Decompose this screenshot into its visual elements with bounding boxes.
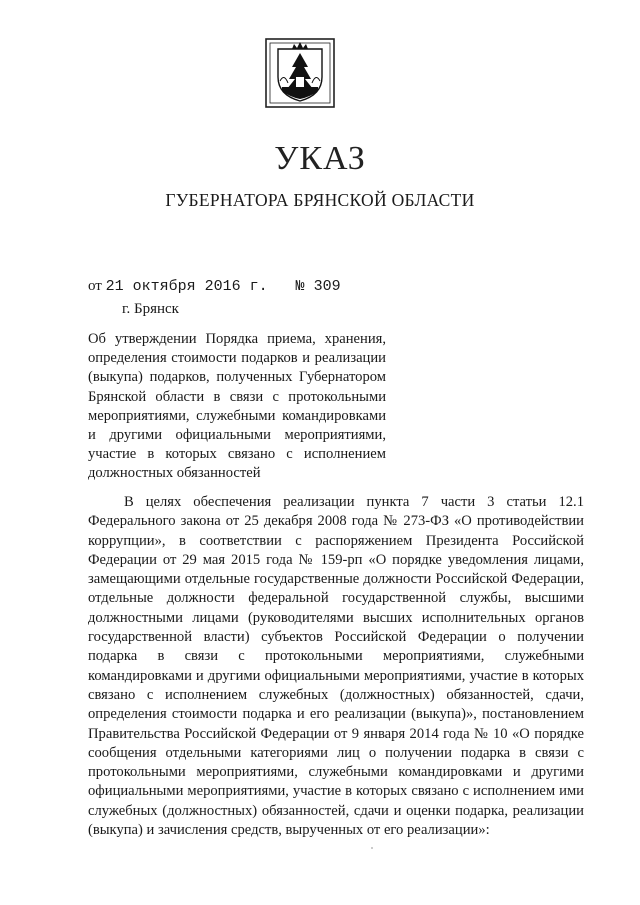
scan-speck xyxy=(371,847,373,849)
document-city: г. Брянск xyxy=(122,301,179,317)
document-title: УКАЗ xyxy=(274,140,366,177)
date-number-line xyxy=(88,278,341,295)
document-number: № 309 xyxy=(295,278,341,295)
bryansk-coat-of-arms-icon xyxy=(264,37,336,109)
document-subject: Об утверждении Порядка приема, хранения, определения стоимости подарков и реализации (выкупа) подарков, полученных Губернатором Брянской области в связи с протокольными мероприятиями, служебными командировками и другими официальными мероприятиями, участие в которых связано с исполнением должностных обязанностей xyxy=(88,331,386,482)
document-date: 21 октября 2016 г. xyxy=(105,278,268,295)
document-subtitle: ГУБЕРНАТОРА БРЯНСКОЙ ОБЛАСТИ xyxy=(165,190,475,210)
date-prefix: от xyxy=(88,278,102,294)
document-body-paragraph: В целях обеспечения реализации пункта 7 части 3 статьи 12.1 Федерального закона от 25 декабря 2008 года № 273-ФЗ «О противодействии коррупции», в соответствии с распоряжением Президента Российской Федерации от 29 мая 2015 года № 159-рп «О порядке уведомления лицами, замещающими отдельные государственные должности Российской Федерации, отдельные должности федеральной государственной службы, высшими должностными лицами (руководителями высших исполнительных органов государственной власти) субъектов Российской Федерации о получении подарка в связи с протокольными мероприятиями, служебными командировками и другими официальными мероприятиями, участие в которых связано с исполнением служебных (должностных) обязанностей, сдачи, определения стоимости подарка и его реализации (выкупа)», постановлением Правительства Российской Федерации от 9 января 2014 года № 10 «О порядке сообщения отдельными категориями лиц о получении подарка в связи с протокольными мероприятиями, служебными командировками и другими официальными мероприятиями, участие в которых связано с исполнением ими служебных (должностных) обязанностей, сдачи и оценки подарка, реализации (выкупа) и зачисления средств, вырученных от его реализации»: xyxy=(88,494,584,839)
